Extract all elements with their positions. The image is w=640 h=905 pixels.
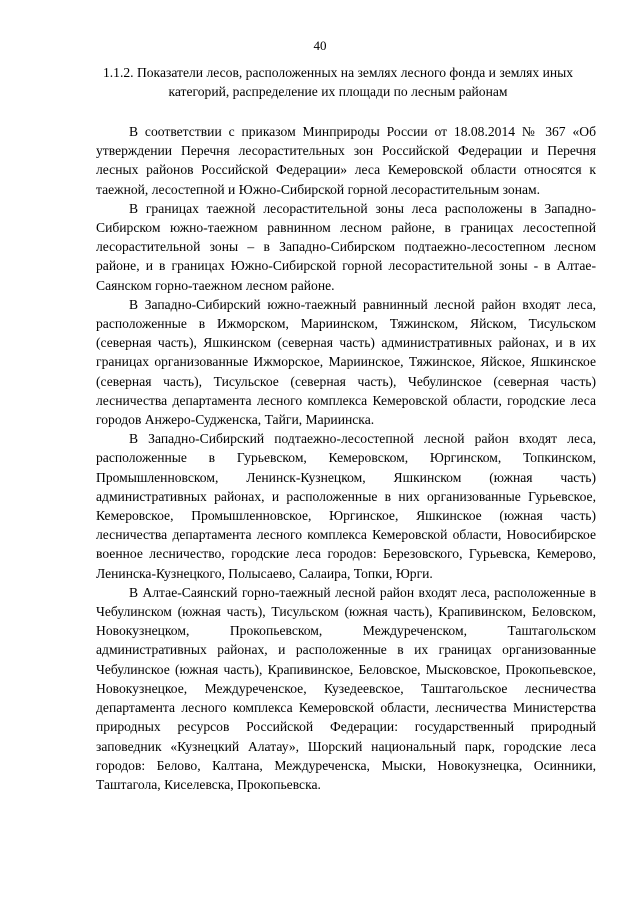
paragraph-forest-steppe-district: В Западно-Сибирский подтаежно-лесостепной лесной район входят леса, расположенные в Гурьевском, Кемеровском, Юргинском, Топкинском, Промышленновском, Ленинск-Кузнецком, Яшкинском (южная часть) административных районах, и расположенные в них организованные Гурьевское, Кемеровское, Промышленновское, Юргинское, Яшкинское (южная часть) лесничества департамента лесного комплекса Кемеровской области, Новосибирское военное лесничество, городские леса городов: Березовского, Гурьевска, Кемерово, Ленинска-Кузнецкого, Полысаево, Салаира, Топки, Юрги. [96,431,596,581]
section-heading: 1.1.2. Показатели лесов, расположенных на землях лесного фонда и землях иных категорий, распределение их площади по лесным районам [102,65,574,99]
paragraph-altai-sayan-district: В Алтае-Саянский горно-таежный лесной район входят леса, расположенные в Чебулинском (южная часть), Тисульском (южная часть), Крапивинском, Беловском, Новокузнецком, Прокопьевском, Междуреченском, Таштагольском административных районах, и расположенные в их границах организованные Чебулинское (южная часть), Крапивинское, Беловское, Мысковское, Прокопьевское, Новокузнецкое, Междуреченское, Кузедеевское, Таштагольское лесничества департамента лесного комплекса Кемеровской области, лесничества Министерства природных ресурсов Российской Федерации: государственный природный заповедник «Кузнецкий Алатау», Шорский национальный парк, городские леса городов: Белово, Калтана, Междуреченска, Мыски, Новокузнецка, Осинники, Таштагола, Киселевска, Прокопьевска. [96,584,596,792]
paragraph-legal-basis: В соответствии с приказом Минприроды России от 18.08.2014 № 367 «Об утверждении Перечня лесорастительных зон Российской Федерации и Перечня лесных районов Российской Федерации» леса Кемеровской области относятся к таежной, лесостепной и Южно-Сибирской горной лесорастительным зонам. [96,124,596,197]
page-number: 40 [313,38,327,53]
body-text [96,122,596,794]
paragraph-south-taiga-district: В Западно-Сибирский южно-таежный равнинный лесной район входят леса, расположенные в Ижморском, Мариинском, Тяжинском, Яйском, Тисульском (северная часть), Яшкинском (северная часть) административных районах, и в их границах организованные Ижморское, Мариинское, Тяжинское, Яйское, Яшкинское (северная часть), Тисульское (северная часть), Чебулинское (северная часть) лесничества департамента лесного комплекса Кемеровской области, городские леса городов Анжеро-Судженска, Тайги, Мариинска. [96,296,596,428]
paragraph-zone-boundaries: В границах таежной лесорастительной зоны леса расположены в Западно-Сибирском южно-таежном равнинном лесном районе, в границах лесостепной лесорастительной зоны – в Западно-Сибирском подтаежно-лесостепном лесном районе, и в границах Южно-Сибирской горной лесорастительной зоны - в Алтае-Саянском горно-таежном лесном районе. [96,200,596,293]
